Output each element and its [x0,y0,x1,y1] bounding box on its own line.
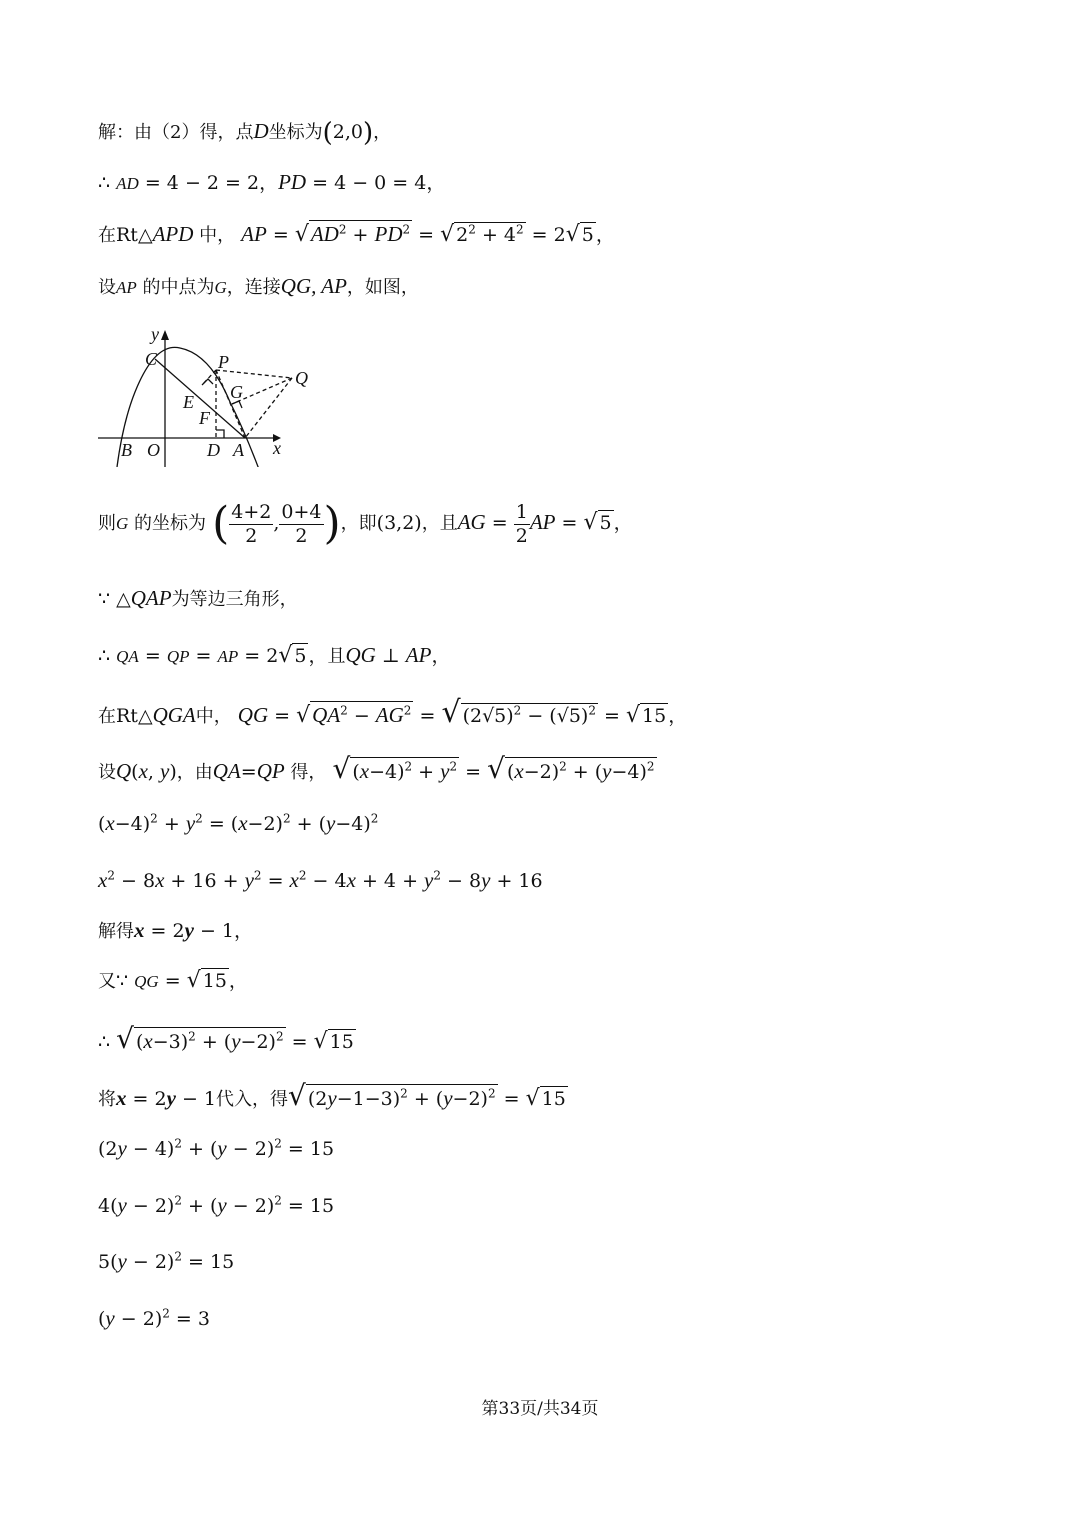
solution-line-19: $(y - 2)^2 = 3$ [98,1306,210,1330]
label-E: E [183,392,194,412]
solution-line-11: $x^2 - 8x + 16 + y^2 = x^2 - 4x + 4 + y^2 - 8y + 16$ [98,868,543,892]
solution-line-9: 设Q(x, y)，由QA=QP 得， √ $(x-4)^2 + y^2$ = √ $(x-2)^2 + (y-4)^2$ [98,752,655,785]
solution-line-16: $(2y - 4)^2 + (y - 2)^2 = 15$ [98,1136,335,1160]
label-B: B [121,440,132,460]
page-footer: 第33页/共34页 [481,1399,599,1419]
label-Q: Q [295,368,308,388]
label-G: G [230,382,243,402]
line-QA [245,378,292,438]
label-F: F [199,408,210,428]
solution-line-8: 在Rt△QGA中， QG = $√QA^2 - AG^2$ = √ $(2√5)^2 - (√5)^2$ = √ 15 ， [98,695,688,730]
geometry-figure [95,322,325,467]
solution-line-3: 在Rt△APD 中， AP = $√AD^2 + PD^2$ = √ $2^2 + 4^2 = 2√$ 5 ， [98,222,615,247]
label-y: y [151,324,159,344]
label-P: P [218,352,229,372]
solution-line-10: $(x-4)^2 + y^2 = (x-2)^2 + (y-4)^2$ [98,811,379,835]
solution-line-7: ∴ QA = QP = AP = 2√ 5 ，且QG ⊥ AP， [98,643,451,668]
label-C: C [145,349,158,369]
y-axis-arrow [161,330,169,340]
solution-line-5: 则G 的坐标为 ( $\frac{4+2}{2}$ , $\frac{0+4}{2}$ )，即(3,2)，且AG = $\frac{1}{2}$ AP = √ 5 ， [98,498,633,549]
label-D: D [207,440,220,460]
label-A: A [233,440,244,460]
solution-line-13: 又∵ QG = √ 15 ， [98,968,248,993]
label-O: O [147,440,160,460]
solution-line-17: $4(y - 2)^2 + (y - 2)^2 = 15$ [98,1193,335,1217]
right-angle-E [202,379,213,385]
label-x: x [273,438,281,458]
right-angle-G [232,401,242,408]
solution-line-12: 解得x = 2y − 1， [98,918,254,942]
right-angle-D [216,430,224,438]
solution-line-1: 解：由（2）得，点D坐标为(2,0)， [98,118,392,148]
solution-line-4: 设AP 的中点为G，连接QG, AP，如图， [98,274,419,298]
solution-line-15: 将x = 2y − 1代入，得√ $(2y-1-3)^2 + (y-2)^2$ = √ 15 [98,1079,566,1112]
solution-line-2: ∴ AD = 4 − 2 = 2，PD = 4 − 0 = 4， [98,170,446,194]
solution-line-6: ∵ △QAP为等边三角形， [98,586,298,610]
solution-line-14: ∴ √ $(x-3)^2 + (y-2)^2$ = √ 15 [98,1022,354,1055]
solution-line-18: $5(y - 2)^2 = 15$ [98,1249,235,1273]
